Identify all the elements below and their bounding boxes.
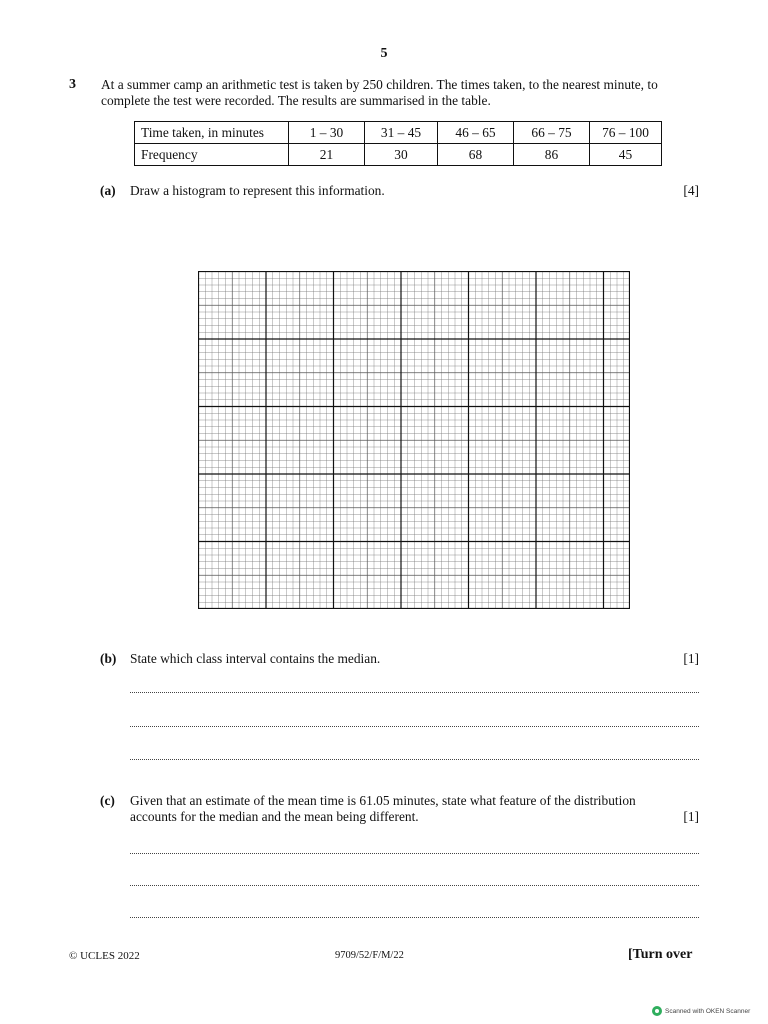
table-cell: 1 – 30: [289, 122, 365, 144]
question-number: 3: [69, 77, 76, 92]
table-header-time: Time taken, in minutes: [135, 122, 289, 144]
table-cell: 31 – 45: [365, 122, 438, 144]
part-b-marks: [1]: [683, 651, 699, 666]
table-cell: 68: [438, 144, 514, 166]
answer-line-c3[interactable]: [130, 917, 699, 918]
table-cell: 76 – 100: [590, 122, 662, 144]
answer-line-b2[interactable]: [130, 726, 699, 727]
scanner-text: Scanned with OKEN Scanner: [665, 1007, 751, 1015]
copyright: © UCLES 2022: [69, 950, 140, 962]
table-cell: 86: [514, 144, 590, 166]
part-c-text: Given that an estimate of the mean time is 61.05 minutes, state what feature of the distribution accounts for the median and the mean being different.: [130, 793, 636, 824]
graph-paper-grid[interactable]: [198, 271, 630, 609]
table-cell: 46 – 65: [438, 122, 514, 144]
table-row: [135, 144, 662, 166]
paper-code: 9709/52/F/M/22: [335, 950, 404, 961]
table-cell: 45: [590, 144, 662, 166]
table-header-frequency: Frequency: [135, 144, 289, 166]
part-a-label: (a): [100, 183, 116, 198]
answer-line-b1[interactable]: [130, 692, 699, 693]
answer-line-c1[interactable]: [130, 853, 699, 854]
table-cell: 66 – 75: [514, 122, 590, 144]
scanner-logo-icon: [652, 1006, 662, 1016]
question-intro: At a summer camp an arithmetic test is taken by 250 children. The times taken, to the nearest minute, to complete the test were recorded. The results are summarised in the table.: [101, 77, 658, 108]
part-b-label: (b): [100, 651, 117, 666]
table-cell: 21: [289, 144, 365, 166]
part-a-text: Draw a histogram to represent this information.: [130, 183, 385, 198]
answer-line-b3[interactable]: [130, 759, 699, 760]
page-number: 5: [380, 46, 388, 61]
part-a-marks: [4]: [683, 183, 699, 198]
table-cell: 30: [365, 144, 438, 166]
frequency-table: [134, 121, 662, 166]
answer-line-c2[interactable]: [130, 885, 699, 886]
turn-over: [Turn over: [628, 947, 693, 962]
part-c-label: (c): [100, 793, 115, 808]
part-b-text: State which class interval contains the median.: [130, 651, 381, 666]
table-row: [135, 122, 662, 144]
part-c-marks: [1]: [683, 809, 699, 824]
scanner-watermark: [652, 1006, 750, 1016]
